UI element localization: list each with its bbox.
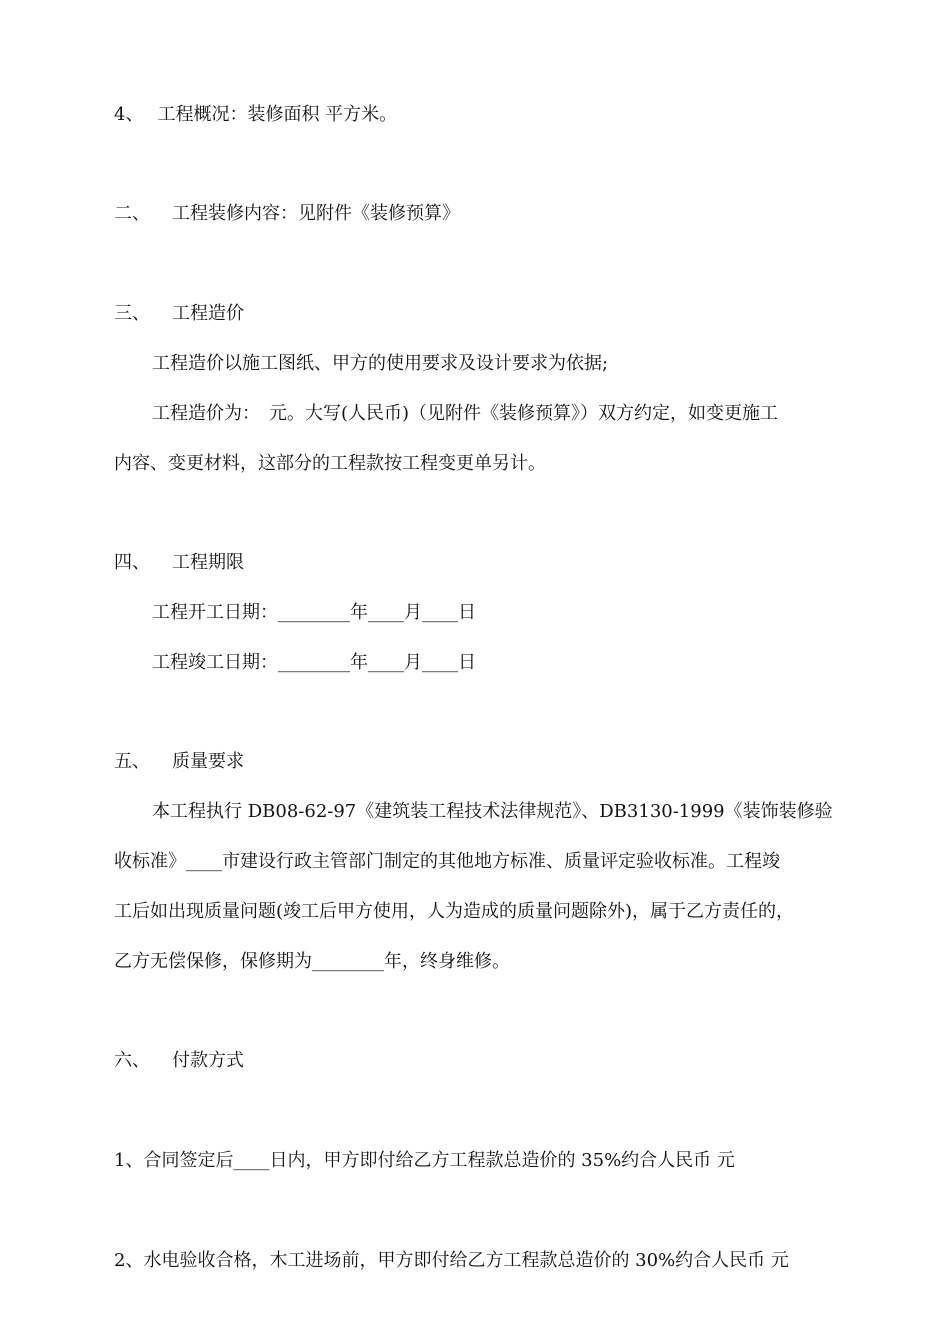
section-6-title: 付款方式	[172, 1050, 244, 1071]
item-4-number: 4、	[114, 104, 144, 125]
section-3-number: 三、	[114, 303, 150, 324]
section-5-number: 五、	[114, 751, 150, 772]
section-5-line-1: 本工程执行 DB08-62-97《建筑装工程技术法律规范》、DB3130-1999《装饰装修验	[152, 801, 833, 822]
section-2-heading	[114, 202, 460, 226]
section-5-line-3: 工后如出现质量问题(竣工后甲方使用，人为造成的质量问题除外)，属于乙方责任的，	[114, 901, 795, 922]
section-3-paragraph-2-line-2: 内容、变更材料，这部分的工程款按工程变更单另计。	[114, 453, 546, 474]
section-6-number: 六、	[114, 1050, 150, 1071]
item-4-text: 工程概况：装修面积 平方米。	[157, 104, 398, 125]
section-4-number: 四、	[114, 552, 150, 573]
section-3-paragraph-2-line-1: 工程造价为： 元。大写(人民币)（见附件《装修预算》）双方约定，如变更施工	[152, 403, 779, 424]
section-5-heading	[114, 750, 244, 774]
section-4-title: 工程期限	[172, 552, 244, 573]
section-6-heading	[114, 1049, 244, 1073]
section-2-number: 二、	[114, 203, 150, 224]
section-5-title: 质量要求	[172, 751, 244, 772]
section-3-paragraph-1: 工程造价以施工图纸、甲方的使用要求及设计要求为依据;	[152, 353, 609, 374]
end-date-line: 工程竣工日期：________年____月____日	[152, 652, 476, 673]
section-3-heading	[114, 302, 244, 326]
section-4-heading	[114, 551, 244, 575]
section-5-line-2: 收标准》____市建设行政主管部门制定的其他地方标准、质量评定验收标准。工程竣	[114, 851, 780, 872]
payment-item-1: 1、合同签定后____日内，甲方即付给乙方工程款总造价的 35%约合人民币 元	[114, 1150, 735, 1171]
section-2-text: 工程装修内容：见附件《装修预算》	[172, 203, 460, 224]
section-5-line-4: 乙方无偿保修，保修期为________年，终身维修。	[114, 951, 510, 972]
item-4	[114, 103, 397, 127]
start-date-line: 工程开工日期：________年____月____日	[152, 602, 476, 623]
payment-item-2: 2、水电验收合格，木工进场前，甲方即付给乙方工程款总造价的 30%约合人民币 元	[114, 1250, 789, 1271]
section-3-title: 工程造价	[172, 303, 244, 324]
